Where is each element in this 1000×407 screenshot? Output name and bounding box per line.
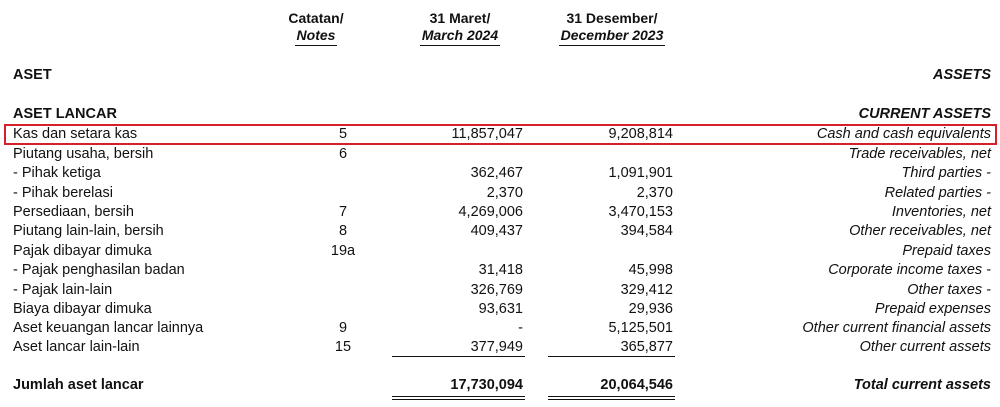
total-label-en: Total current assets xyxy=(853,377,991,393)
row-value-2024: 409,437 xyxy=(470,223,523,239)
row-value-2023: 29,936 xyxy=(628,301,673,317)
table-row xyxy=(0,203,1000,222)
row-label-en: Cash and cash equivalents xyxy=(816,126,991,142)
table-row xyxy=(0,184,1000,203)
row-value-2024: 2,370 xyxy=(486,185,523,201)
row-label-en: Other receivables, net xyxy=(849,223,991,239)
row-label-id: - Pajak lain-lain xyxy=(13,282,113,298)
header-december-2023 xyxy=(545,10,679,46)
row-label-en: Other taxes - xyxy=(907,282,991,298)
row-label-en: Related parties - xyxy=(884,185,991,201)
row-value-2023: 1,091,901 xyxy=(608,165,673,181)
row-value-2024: 362,467 xyxy=(470,165,523,181)
row-value-2023: 45,998 xyxy=(628,262,673,278)
row-note: 9 xyxy=(338,320,348,336)
header-col2-line1: 31 Desember/ xyxy=(566,10,658,26)
row-value-2023: 9,208,814 xyxy=(608,126,673,142)
table-row xyxy=(0,319,1000,338)
header-notes-line1: Catatan/ xyxy=(288,10,344,26)
total-value-2024: 17,730,094 xyxy=(450,377,523,393)
row-label-en: Other current assets xyxy=(859,339,991,355)
header-col2-line2: December 2023 xyxy=(559,27,666,46)
row-value-2024: 377,949 xyxy=(470,339,523,355)
table-row xyxy=(0,125,1000,144)
section-current-en: CURRENT ASSETS xyxy=(858,106,991,122)
row-label-id: - Pihak ketiga xyxy=(13,165,101,181)
total-double-line-2024-bottom xyxy=(392,399,525,400)
header-notes xyxy=(283,10,349,46)
total-double-line-2023-top xyxy=(548,396,675,397)
row-value-2023: 3,470,153 xyxy=(608,204,673,220)
row-note: 7 xyxy=(338,204,348,220)
row-label-id: Biaya dibayar dimuka xyxy=(13,301,152,317)
section-assets-id: ASET xyxy=(13,67,52,83)
row-value-2024: - xyxy=(518,320,523,336)
row-label-id: Piutang lain-lain, bersih xyxy=(13,223,164,239)
table-row xyxy=(0,261,1000,280)
table-row xyxy=(0,164,1000,183)
header-col1-line1: 31 Maret/ xyxy=(429,10,491,26)
row-value-2023: 2,370 xyxy=(636,185,673,201)
row-label-id: Aset keuangan lancar lainnya xyxy=(13,320,204,336)
total-row xyxy=(0,376,1000,395)
header-notes-line2: Notes xyxy=(295,27,338,46)
table-row xyxy=(0,242,1000,261)
row-label-en: Prepaid expenses xyxy=(874,301,991,317)
header-col1-line2: March 2024 xyxy=(420,27,500,46)
table-row xyxy=(0,145,1000,164)
row-label-en: Inventories, net xyxy=(891,204,991,220)
row-label-en: Trade receivables, net xyxy=(848,146,991,162)
total-label-id: Jumlah aset lancar xyxy=(13,377,144,393)
row-label-id: Pajak dibayar dimuka xyxy=(13,243,152,259)
row-label-en: Prepaid taxes xyxy=(902,243,991,259)
row-value-2023: 329,412 xyxy=(620,282,673,298)
row-label-en: Third parties - xyxy=(901,165,991,181)
table-row xyxy=(0,300,1000,319)
row-value-2023: 365,877 xyxy=(620,339,673,355)
table-row xyxy=(0,338,1000,357)
row-note: 8 xyxy=(338,223,348,239)
table-row xyxy=(0,281,1000,300)
total-double-line-2024-top xyxy=(392,396,525,397)
row-label-id: Persediaan, bersih xyxy=(13,204,134,220)
section-current-id: ASET LANCAR xyxy=(13,106,117,122)
row-value-2024: 93,631 xyxy=(478,301,523,317)
total-value-2023: 20,064,546 xyxy=(600,377,673,393)
row-label-id: - Pajak penghasilan badan xyxy=(13,262,185,278)
header-march-2024 xyxy=(400,10,520,46)
row-label-id: Kas dan setara kas xyxy=(13,126,138,142)
row-value-2024: 4,269,006 xyxy=(458,204,523,220)
total-double-line-2023-bottom xyxy=(548,399,675,400)
subtotal-line-2024 xyxy=(392,356,525,357)
table-row xyxy=(0,222,1000,241)
row-note: 19a xyxy=(330,243,356,259)
row-label-id: - Pihak berelasi xyxy=(13,185,113,201)
row-label-en: Corporate income taxes - xyxy=(828,262,991,278)
row-value-2024: 326,769 xyxy=(470,282,523,298)
section-assets-en: ASSETS xyxy=(932,67,991,83)
row-label-en: Other current financial assets xyxy=(802,320,991,336)
row-note: 15 xyxy=(334,339,352,355)
row-value-2024: 31,418 xyxy=(478,262,523,278)
row-note: 6 xyxy=(338,146,348,162)
subtotal-line-2023 xyxy=(548,356,675,357)
row-note: 5 xyxy=(338,126,348,142)
row-value-2023: 5,125,501 xyxy=(608,320,673,336)
row-value-2023: 394,584 xyxy=(620,223,673,239)
row-label-id: Piutang usaha, bersih xyxy=(13,146,154,162)
row-value-2024: 11,857,047 xyxy=(451,126,523,142)
row-label-id: Aset lancar lain-lain xyxy=(13,339,140,355)
